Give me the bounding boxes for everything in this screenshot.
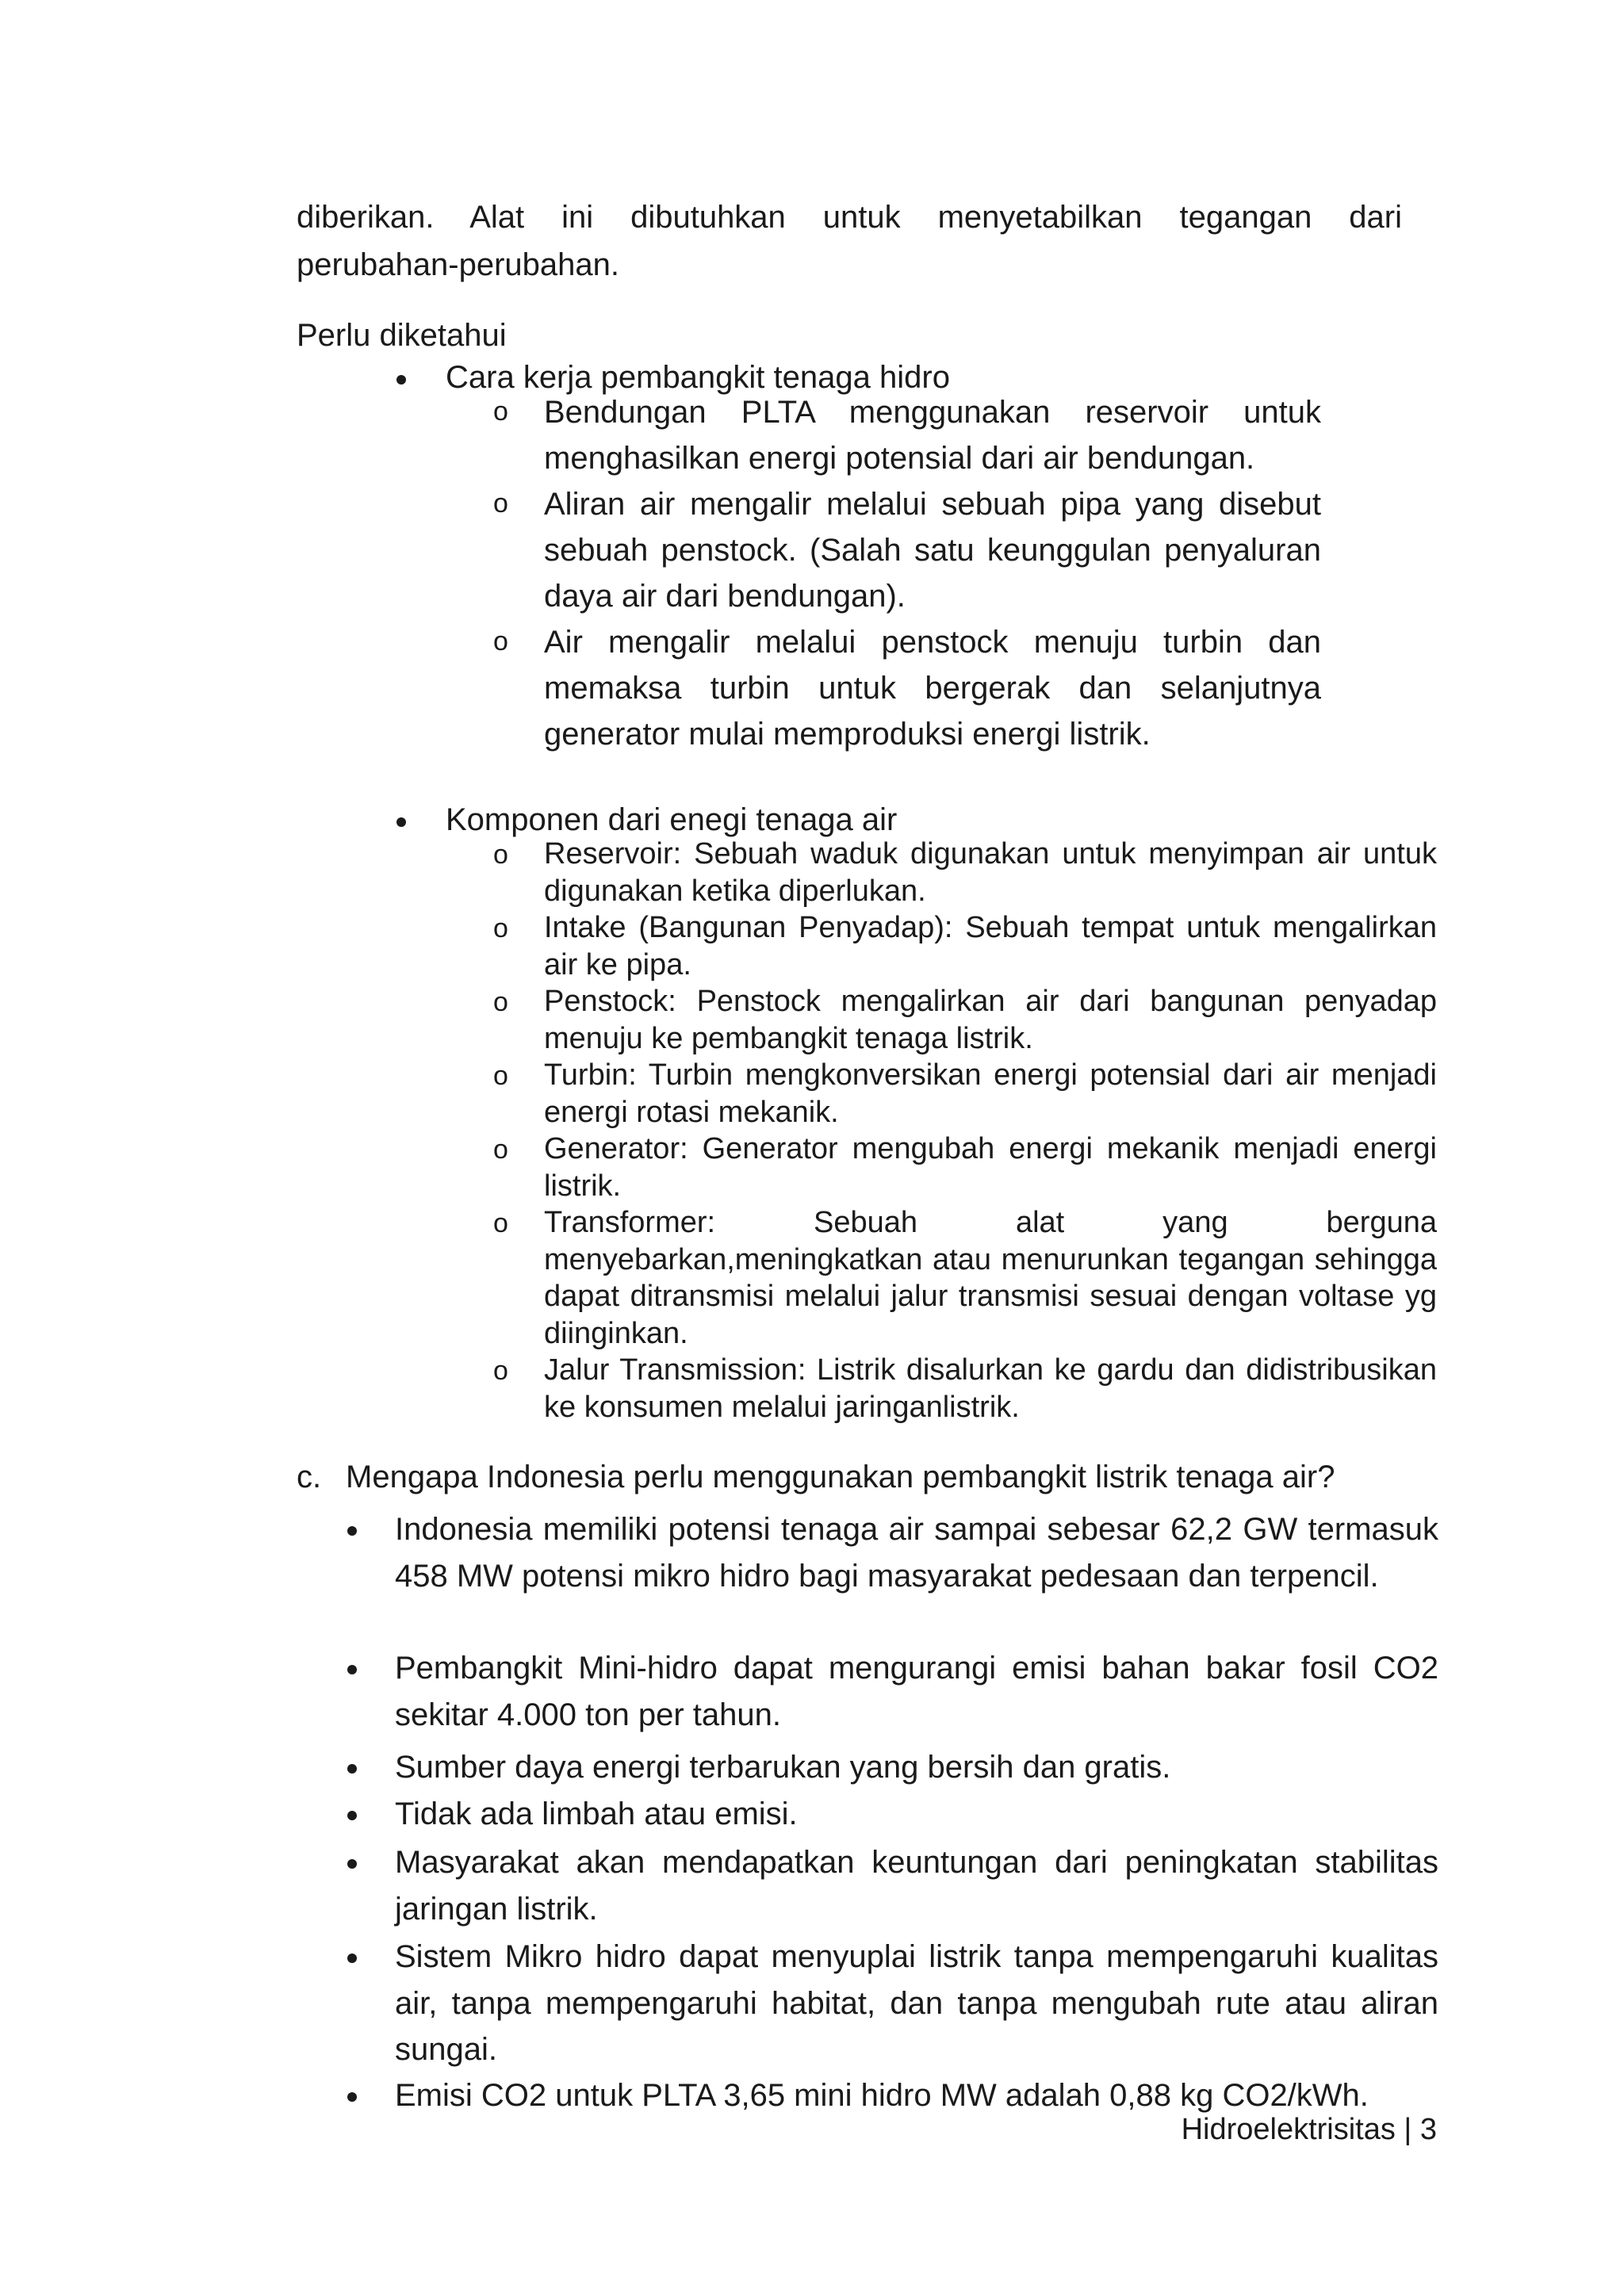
bullet2-item-text: Transformer: Sebuah alat yang berguna menyebarkan,meningkatkan atau menurunkan tegangan sehingga dapat ditransmisi melalui jalur transmisi sesuai dengan voltase yg diinginkan. — [544, 1206, 1437, 1350]
bullet2-label: Komponen dari enegi tenaga air — [446, 802, 898, 837]
circle-bullet-icon: o — [493, 913, 508, 943]
page-footer: Hidroelektrisitas | 3 — [1181, 2113, 1437, 2146]
bullet-dot-icon — [347, 1665, 357, 1674]
bullet2-item — [544, 983, 1437, 1057]
bullet2-item — [544, 1352, 1437, 1425]
circle-bullet-icon: o — [493, 1061, 508, 1091]
bullet2-item-text: Jalur Transmission: Listrik disalurkan ke gardu dan didistribusikan ke konsumen melalui jaringanlistrik. — [544, 1353, 1437, 1424]
intro-line-2: perubahan-perubahan. — [297, 247, 620, 282]
bullet2-item-text: Generator: Generator mengubah energi mekanik menjadi energi listrik. — [544, 1132, 1437, 1203]
bullet1-item — [544, 389, 1321, 481]
bullet1-label: Cara kerja pembangkit tenaga hidro — [446, 360, 950, 395]
perlu-diketahui-heading: Perlu diketahui — [297, 318, 507, 353]
bullet-dot-icon — [347, 1764, 357, 1774]
bullet2-item — [544, 909, 1437, 983]
circle-bullet-icon: o — [493, 1356, 508, 1386]
section-c-item — [395, 1791, 1438, 1838]
section-c-item-text: Tidak ada limbah atau emisi. — [395, 1797, 798, 1831]
circle-bullet-icon: o — [493, 396, 508, 427]
bullet-dot-icon — [347, 1954, 357, 1963]
bullet2-item — [544, 1131, 1437, 1204]
circle-bullet-icon: o — [493, 1208, 508, 1238]
circle-bullet-icon: o — [493, 626, 508, 656]
section-c-item — [395, 1934, 1438, 2073]
circle-bullet-icon: o — [493, 840, 508, 870]
section-c-item-text: Masyarakat akan mendapatkan keuntungan dari peningkatan stabilitas jaringan listrik. — [395, 1845, 1438, 1927]
intro-line-1: diberikan. Alat ini dibutuhkan untuk menyetabilkan tegangan dari — [297, 200, 1402, 235]
bullet-dot-icon — [347, 1526, 357, 1536]
bullet-dot-icon — [347, 1811, 357, 1820]
section-c-item-text: Indonesia memiliki potensi tenaga air sampai sebesar 62,2 GW termasuk 458 MW potensi mikro hidro bagi masyarakat pedesaan dan terpencil. — [395, 1512, 1438, 1594]
section-c-item — [395, 1839, 1438, 1932]
section-c-item — [395, 1645, 1438, 1738]
section-c-item-text: Sistem Mikro hidro dapat menyuplai listrik tanpa mempengaruhi kualitas air, tanpa mempengaruhi habitat, dan tanpa mengubah rute atau aliran sungai. — [395, 1939, 1438, 2067]
bullet2-item-text: Intake (Bangunan Penyadap): Sebuah tempat untuk mengalirkan air ke pipa. — [544, 911, 1437, 982]
section-c-item — [395, 1506, 1438, 1599]
bullet-dot-icon — [347, 2092, 357, 2102]
bullet2-item — [544, 1057, 1437, 1131]
bullet2-item-text: Reservoir: Sebuah waduk digunakan untuk menyimpan air untuk digunakan ketika diperlukan. — [544, 837, 1437, 908]
circle-bullet-icon: o — [493, 1135, 508, 1165]
bullet1-item-text: Bendungan PLTA menggunakan reservoir untuk menghasilkan energi potensial dari air bendungan. — [544, 395, 1321, 476]
bullet2-item — [544, 1204, 1437, 1352]
intro-paragraph — [297, 193, 1402, 289]
section-c-item-text: Emisi CO2 untuk PLTA 3,65 mini hidro MW adalah 0,88 kg CO2/kWh. — [395, 2078, 1369, 2113]
bullet2-item-text: Turbin: Turbin mengkonversikan energi potensial dari air menjadi energi rotasi mekanik. — [544, 1058, 1437, 1129]
circle-bullet-icon: o — [493, 488, 508, 519]
bullet1-item — [544, 481, 1321, 619]
bullet-dot-icon — [347, 1859, 357, 1869]
section-c-item-text: Pembangkit Mini-hidro dapat mengurangi emisi bahan bakar fosil CO2 sekitar 4.000 ton per tahun. — [395, 1651, 1438, 1732]
section-c-heading — [297, 1455, 1335, 1499]
bullet-dot-icon — [396, 817, 406, 827]
section-c-item — [395, 1744, 1438, 1791]
bullet1-item-text: Aliran air mengalir melalui sebuah pipa yang disebut sebuah penstock. (Salah satu keunggulan penyaluran daya air dari bendungan). — [544, 487, 1321, 614]
section-c-question: Mengapa Indonesia perlu menggunakan pembangkit listrik tenaga air? — [346, 1460, 1335, 1494]
circle-bullet-icon: o — [493, 987, 508, 1017]
section-c-letter: c. — [297, 1460, 322, 1494]
section-c-item-text: Sumber daya energi terbarukan yang bersih dan gratis. — [395, 1750, 1171, 1785]
bullet2-item-text: Penstock: Penstock mengalirkan air dari bangunan penyadap menuju ke pembangkit tenaga listrik. — [544, 985, 1437, 1055]
bullet1-item-text: Air mengalir melalui penstock menuju turbin dan memaksa turbin untuk bergerak dan selanjutnya generator mulai memproduksi energi listrik. — [544, 625, 1321, 752]
bullet-dot-icon — [396, 375, 406, 385]
bullet2-item — [544, 836, 1437, 909]
bullet1-item — [544, 619, 1321, 757]
